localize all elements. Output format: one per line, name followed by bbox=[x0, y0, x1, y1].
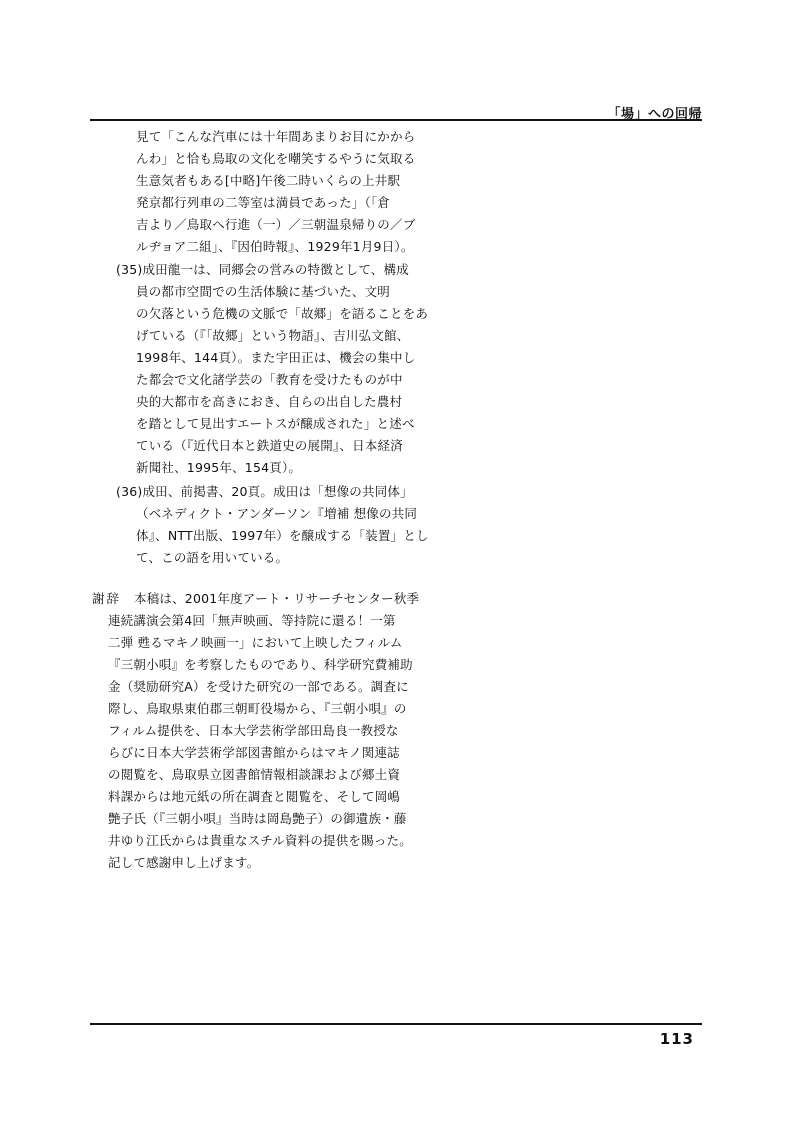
acknowledgment-line: 艶子氏（『三朝小唄』当時は岡島艶子）の御遺族・藤 bbox=[108, 811, 407, 826]
acknowledgment-line: 際し、鳥取県東伯郡三朝町役場から、『三朝小唄』の bbox=[108, 701, 407, 716]
acknowledgment-line: 『三朝小唄』を考察したものであり、科学研究費補助 bbox=[108, 657, 413, 672]
note-line: 体』、NTT出版、1997年）を醸成する「装置」とし bbox=[136, 528, 429, 543]
note-line: 発京都行列車の二等室は満員であった」（「倉 bbox=[136, 195, 391, 210]
header-rule bbox=[90, 119, 702, 121]
acknowledgment-line: フィルム提供を、日本大学芸術学部田島良一教授な bbox=[108, 723, 399, 738]
note-line: 新聞社、1995年、154頁）。 bbox=[136, 460, 302, 475]
note-line: 生意気者もある[中略]午後二時いくらの上井駅 bbox=[136, 173, 401, 188]
footer-rule bbox=[90, 1023, 702, 1025]
note-line: の欠落という危機の文脈で「故郷」を語ることをあ bbox=[136, 306, 429, 321]
note-line: （ベネディクト・アンダーソン『増補 想像の共同 bbox=[136, 506, 418, 521]
page-number: 113 bbox=[659, 1030, 694, 1048]
note-line: 1998年、144頁）。また宇田正は、機会の集中し bbox=[136, 350, 416, 365]
acknowledgment-line: 料課からは地元紙の所在調査と閲覧を、そして岡嶋 bbox=[108, 789, 401, 804]
note-line: て、この語を用いている。 bbox=[136, 550, 289, 565]
note-35-start: (35)成田龍一は、同郷会の営みの特徴として、構成 bbox=[116, 262, 409, 277]
note-line: 央的大都市を高きにおき、自らの出自した農村 bbox=[136, 394, 403, 409]
acknowledgment-line: らびに日本大学芸術学部図書館からはマキノ関連誌 bbox=[108, 745, 400, 760]
note-36-start: (36)成田、前掲書、20頁。成田は「想像の共同体」 bbox=[116, 484, 413, 499]
note-line: んわ」と恰も鳥取の文化を嘲笑するやうに気取る bbox=[136, 151, 416, 166]
note-line: 見て「こんな汽車には十年間あまりお目にかから bbox=[136, 129, 416, 144]
acknowledgment-line: の閲覧を、鳥取県立図書館情報相談課および郷土資 bbox=[108, 767, 401, 782]
running-title: 「場」への回帰 bbox=[607, 107, 702, 122]
acknowledgment-line: 金（奨励研究A）を受けた研究の一部である。調査に bbox=[108, 679, 409, 694]
note-line: ルヂョア二組」、『因伯時報』、1929年1月9日）。 bbox=[136, 239, 414, 254]
acknowledgment-line: 二弾 甦るマキノ映画一」において上映したフィルム bbox=[108, 635, 403, 650]
note-line: 員の都市空間での生活体験に基づいた、文明 bbox=[136, 284, 391, 299]
note-line: を踏として見出すエートスが醸成された」と述べ bbox=[136, 416, 415, 431]
note-line: ている（『近代日本と鉄道史の展開』、日本経済 bbox=[136, 438, 403, 453]
note-line: 吉より／鳥取へ行進（一）／三朝温泉帰りの／ブ bbox=[136, 217, 416, 232]
acknowledgment-label: 謝辞 bbox=[92, 591, 122, 606]
acknowledgment-line: 連続講演会第4回「無声映画、等持院に還る！一第 bbox=[108, 613, 396, 628]
acknowledgment-line: 記して感謝申し上げます。 bbox=[108, 855, 260, 870]
note-line: げている（『「故郷」という物語』、吉川弘文館、 bbox=[136, 328, 410, 343]
acknowledgment-line: 本稿は、2001年度アート・リサーチセンター秋季 bbox=[134, 591, 420, 606]
acknowledgment-line: 井ゆり江氏からは貴重なスチル資料の提供を賜った。 bbox=[108, 833, 412, 848]
note-line: た都会で文化諸学芸の「教育を受けたものが中 bbox=[136, 372, 403, 387]
